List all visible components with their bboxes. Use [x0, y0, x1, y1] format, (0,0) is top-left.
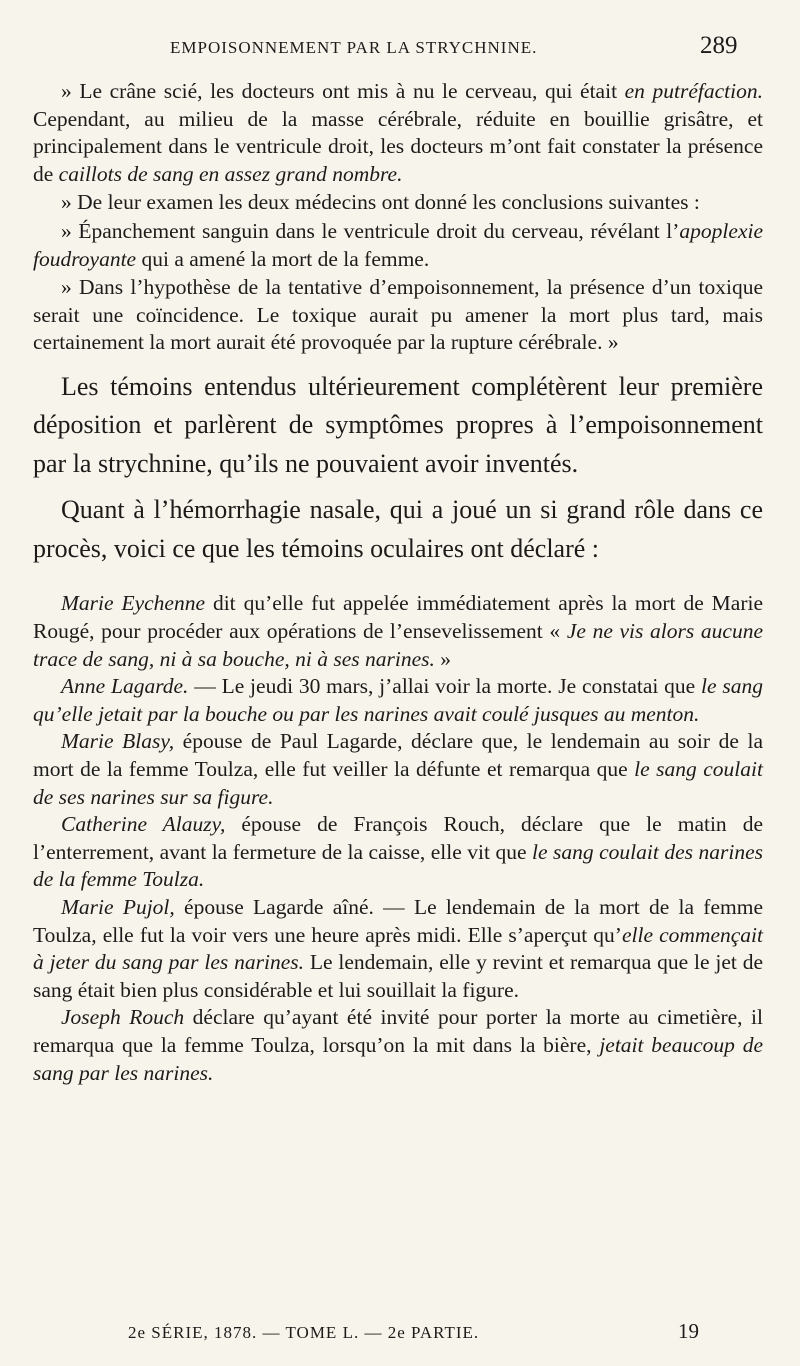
italic-span: jetait beaucoup de sang par les narines. [33, 1032, 763, 1085]
witness-statement [33, 728, 763, 811]
italic-span: en putréfaction. [624, 79, 764, 103]
italic-span: le sang qu’elle jetait par la bouche ou par les narines avait coulé jusques au menton. [33, 674, 763, 726]
running-title: EMPOISONNEMENT PAR LA STRYCHNINE. [170, 38, 538, 57]
witness-name: Marie Eychenne [61, 591, 206, 616]
italic-span: Je ne vis alors aucune trace de sang, ni à sa bouche, ni à ses narines. [33, 619, 763, 671]
witness-name: Joseph Rouch [61, 1005, 185, 1030]
narrative-body [33, 368, 763, 569]
witness-statement [33, 673, 763, 728]
witness-name: Anne Lagarde. [61, 674, 189, 699]
body-paragraph: Les témoins entendus ultérieurement complétèrent leur première déposition et parlèrent de symptômes propres à l’empoisonnement par la strychnine, qu’ils ne pouvaient avoir inventés. [33, 371, 763, 478]
italic-span: apoplexie foudroyante [33, 218, 763, 271]
witness-name: Marie Pujol, [61, 894, 175, 919]
italic-span: le sang coulait de ses narines sur sa figure. [33, 757, 763, 809]
text-span: — Le jeudi 30 mars, j’allai voir la morte. Je constatai que [188, 674, 702, 699]
text-span: Le lendemain, elle y revint et remarqua que le jet de sang était bien plus considérable et lui souillait la figure. [33, 950, 763, 1002]
text-span: épouse de Paul Lagarde, déclare que, le lendemain au soir de la mort de la femme Toulza, elle fut veiller la défunte et remarqua que [33, 729, 764, 781]
witness-statement [33, 1004, 763, 1087]
text-span: épouse de François Rouch, déclare que le matin de l’enterrement, avant la fermeture de la caisse, elle vit que [33, 812, 763, 864]
witness-statement [33, 590, 763, 673]
text-span: Cependant, au milieu de la masse cérébrale, réduite en bouillie grisâtre, et principalement dans le ventricule droit, les docteurs m’ont fait constater la présence de [33, 106, 763, 186]
italic-span: le sang coulait des narines de la femme Toulza. [33, 839, 763, 892]
running-head [0, 32, 800, 72]
medical-report-quote [33, 78, 763, 357]
text-span: dit qu’elle fut appelée immédiatement après la mort de Marie Rougé, pour procéder aux opérations de l’ensevelissement « [33, 591, 763, 644]
text-span: » [434, 646, 452, 671]
witness-statement [33, 811, 763, 894]
body-paragraph: Quant à l’hémorrhagie nasale, qui a joué un si grand rôle dans ce procès, voici ce que les témoins oculaires ont déclaré : [33, 495, 763, 563]
text-span: déclare qu’ayant été invité pour porter la morte au cimetière, il remarqua que la femme Toulza, lorsqu’on la mit dans la bière, [33, 1005, 763, 1057]
text-block [33, 78, 763, 1087]
italic-span: elle commençait à jeter du sang par les narines. [33, 922, 763, 975]
witness-name: Catherine Alauzy, [61, 812, 226, 837]
printer-signature: 2e SÉRIE, 1878. — TOME L. — 2e PARTIE. [128, 1323, 480, 1342]
sheet-number: 19 [678, 1319, 699, 1343]
witness-statements [33, 590, 763, 1087]
text-span: qui a amené la mort de la femme. [136, 246, 430, 271]
page-number: 289 [700, 32, 738, 59]
witness-statement [33, 894, 763, 1004]
quote-paragraph: » Dans l’hypothèse de la tentative d’empoisonnement, la présence d’un toxique serait une coïncidence. Le toxique aurait pu amener la mort plus tard, mais certainement la mort aurait été provoquée par la rupture cérébrale. » [33, 275, 763, 355]
page-footer [0, 1319, 800, 1349]
italic-span: caillots de sang en assez grand nombre. [58, 161, 403, 186]
text-span: » Épanchement sanguin dans le ventricule droit du cerveau, révélant l’ [61, 218, 680, 243]
text-span: » Le crâne scié, les docteurs ont mis à nu le cerveau, qui était [61, 79, 625, 103]
witness-name: Marie Blasy, [61, 729, 175, 754]
quote-paragraph: » De leur examen les deux médecins ont donné les conclusions suivantes : [61, 190, 700, 215]
quote-paragraph [33, 78, 763, 188]
quote-paragraph [33, 218, 763, 273]
text-span: épouse Lagarde aîné. — Le lendemain de la mort de la femme Toulza, elle fut la voir vers une heure après midi. Elle s’aperçut qu’ [33, 894, 764, 947]
